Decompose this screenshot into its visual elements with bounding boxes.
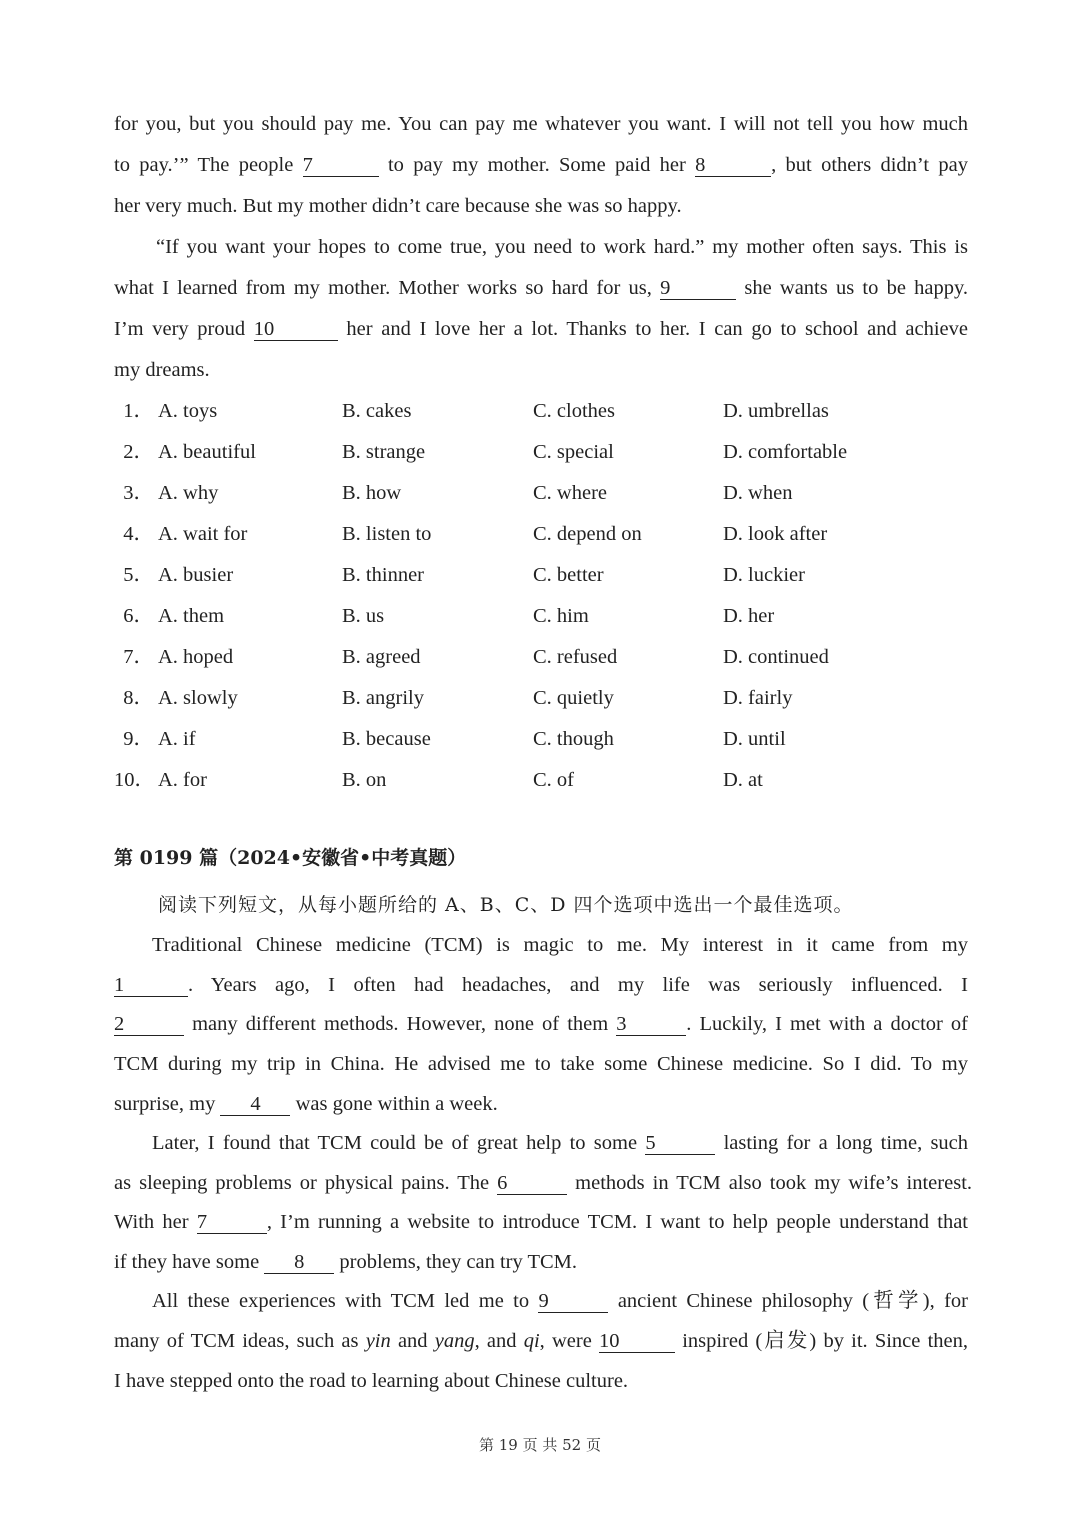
text-segment: to pay.’” The people: [114, 154, 294, 176]
passage2-line: TCM during my trip in China. He advised me to take some Chinese medicine. So I did. To my: [114, 1053, 968, 1075]
question-number: 9．: [123, 728, 154, 750]
passage2-line: I have stepped onto the road to learning about Chinese culture.: [114, 1370, 629, 1392]
option-a: A. busier: [158, 564, 234, 586]
passage2-line: [114, 1210, 968, 1234]
passage2-line: [114, 973, 968, 997]
question-number: 7．: [123, 646, 154, 668]
option-b: B. how: [342, 482, 402, 504]
option-c: C. though: [533, 728, 614, 750]
option-b: B. thinner: [342, 564, 424, 586]
passage2-line: [114, 1092, 968, 1116]
option-a: A. why: [158, 482, 219, 504]
option-d: D. fairly: [723, 687, 793, 709]
option-d: D. luckier: [723, 564, 805, 586]
question-number: 2．: [123, 441, 154, 463]
option-d: D. comfortable: [723, 441, 848, 463]
blank-5: 5: [645, 1132, 715, 1155]
passage2-line: [114, 1250, 968, 1274]
option-d: D. at: [723, 769, 763, 791]
option-d: D. look after: [723, 523, 828, 545]
text-segment: many different methods. However, none of them: [192, 1013, 609, 1035]
text-segment: , and: [474, 1330, 517, 1352]
blank-10: 10: [254, 318, 338, 341]
option-d: D. her: [723, 605, 775, 627]
question-number: 3．: [123, 482, 154, 504]
option-c: C. where: [533, 482, 608, 504]
text-segment: problems, they can try TCM.: [339, 1251, 578, 1273]
option-b: B. us: [342, 605, 385, 627]
blank-3: 3: [616, 1013, 686, 1036]
passage2-line: [152, 1131, 968, 1155]
text-segment: lasting for a long time, such: [723, 1132, 969, 1154]
question-number: 8．: [123, 687, 154, 709]
option-c: C. quietly: [533, 687, 614, 709]
text-segment: she wants us to be happy.: [744, 277, 969, 299]
text-segment: and: [397, 1330, 428, 1352]
italic-term: yang: [434, 1330, 475, 1352]
section-instruction: 阅读下列短文，从每小题所给的 A、B、C、D 四个选项中选出一个最佳选项。: [158, 894, 854, 916]
option-a: A. them: [158, 605, 225, 627]
section-heading: 第 0199 篇（2024•安徽省•中考真题）: [114, 847, 467, 869]
option-a: A. hoped: [158, 646, 234, 668]
passage1-line3: her very much. But my mother didn’t care because she was so happy.: [114, 195, 682, 217]
passage1-line6: [114, 317, 968, 341]
blank-6: 6: [497, 1172, 567, 1195]
option-b: B. listen to: [342, 523, 432, 545]
passage2-line: Traditional Chinese medicine (TCM) is magic to me. My interest in it came from my: [152, 934, 968, 956]
option-d: D. umbrellas: [723, 400, 829, 422]
passage1-line5: [114, 276, 968, 300]
passage1-line2: [114, 153, 968, 177]
passage2-line: [114, 1012, 968, 1036]
text-segment: , I’m running a website to introduce TCM. I want to help people understand that: [266, 1211, 968, 1233]
question-number: 4．: [123, 523, 154, 545]
passage1-line1: for you, but you should pay me. You can pay me whatever you want. I will not tell you how much: [114, 113, 968, 135]
text-segment: her and I love her a lot. Thanks to her. I can go to school and achieve: [346, 318, 969, 340]
option-c: C. depend on: [533, 523, 642, 545]
option-c: C. clothes: [533, 400, 615, 422]
text-segment: to pay my mother. Some paid her: [387, 154, 686, 176]
italic-term: yin: [365, 1330, 391, 1352]
option-c: C. special: [533, 441, 614, 463]
passage2-line: [114, 1171, 972, 1195]
text-segment: , but others didn’t pay: [771, 154, 968, 176]
text-segment: if they have some: [114, 1251, 260, 1273]
option-b: B. angrily: [342, 687, 424, 709]
text-segment: was gone within a week.: [295, 1093, 498, 1115]
text-segment: ancient Chinese philosophy (哲学), for: [617, 1290, 968, 1312]
question-number: 6．: [123, 605, 154, 627]
text-segment: surprise, my: [114, 1093, 216, 1115]
question-number: 10．: [114, 769, 155, 791]
passage1-line4: “If you want your hopes to come true, you need to work hard.” my mother often says. This is: [156, 236, 968, 258]
text-segment: inspired (启发) by it. Since then,: [682, 1330, 968, 1352]
option-a: A. if: [158, 728, 196, 750]
blank-8: 8: [264, 1251, 334, 1274]
passage1-line7: my dreams.: [114, 359, 210, 381]
option-c: C. refused: [533, 646, 618, 668]
text-segment: what I learned from my mother. Mother works so hard for us,: [114, 277, 652, 299]
blank-8: 8: [695, 154, 771, 177]
option-b: B. cakes: [342, 400, 412, 422]
option-b: B. on: [342, 769, 387, 791]
blank-9: 9: [660, 277, 736, 300]
option-a: A. toys: [158, 400, 218, 422]
question-number: 5．: [123, 564, 154, 586]
text-segment: I’m very proud: [114, 318, 246, 340]
text-segment: methods in TCM also took my wife’s interest.: [575, 1172, 973, 1194]
text-segment: , were: [539, 1330, 592, 1352]
blank-7: 7: [303, 154, 379, 177]
blank-10: 10: [599, 1330, 675, 1353]
question-number: 1．: [123, 400, 154, 422]
italic-term: qi: [523, 1330, 540, 1352]
passage2-line: [152, 1289, 968, 1313]
text-segment: . Years ago, I often had headaches, and my life was seriously influenced. I: [188, 974, 968, 996]
page-footer: 第 19 页 共 52 页: [478, 1436, 601, 1454]
option-d: D. continued: [723, 646, 829, 668]
text-segment: as sleeping problems or physical pains. The: [114, 1172, 490, 1194]
option-a: A. wait for: [158, 523, 248, 545]
passage2-line: [114, 1329, 968, 1353]
option-a: A. for: [158, 769, 207, 791]
option-b: B. strange: [342, 441, 426, 463]
option-d: D. until: [723, 728, 786, 750]
text-segment: Later, I found that TCM could be of great help to some: [152, 1132, 638, 1154]
blank-7: 7: [197, 1211, 267, 1234]
option-a: A. slowly: [158, 687, 238, 709]
blank-9: 9: [538, 1290, 608, 1313]
text-segment: All these experiences with TCM led me to: [152, 1290, 530, 1312]
blank-2: 2: [114, 1013, 184, 1036]
option-b: B. agreed: [342, 646, 421, 668]
option-c: C. better: [533, 564, 604, 586]
text-segment: many of TCM ideas, such as: [114, 1330, 359, 1352]
option-c: C. him: [533, 605, 589, 627]
text-segment: . Luckily, I met with a doctor of: [686, 1013, 968, 1035]
text-segment: With her: [114, 1211, 189, 1233]
blank-1: 1: [114, 974, 188, 997]
blank-4: 4: [220, 1093, 290, 1116]
option-b: B. because: [342, 728, 431, 750]
option-a: A. beautiful: [158, 441, 256, 463]
option-c: C. of: [533, 769, 574, 791]
option-d: D. when: [723, 482, 793, 504]
